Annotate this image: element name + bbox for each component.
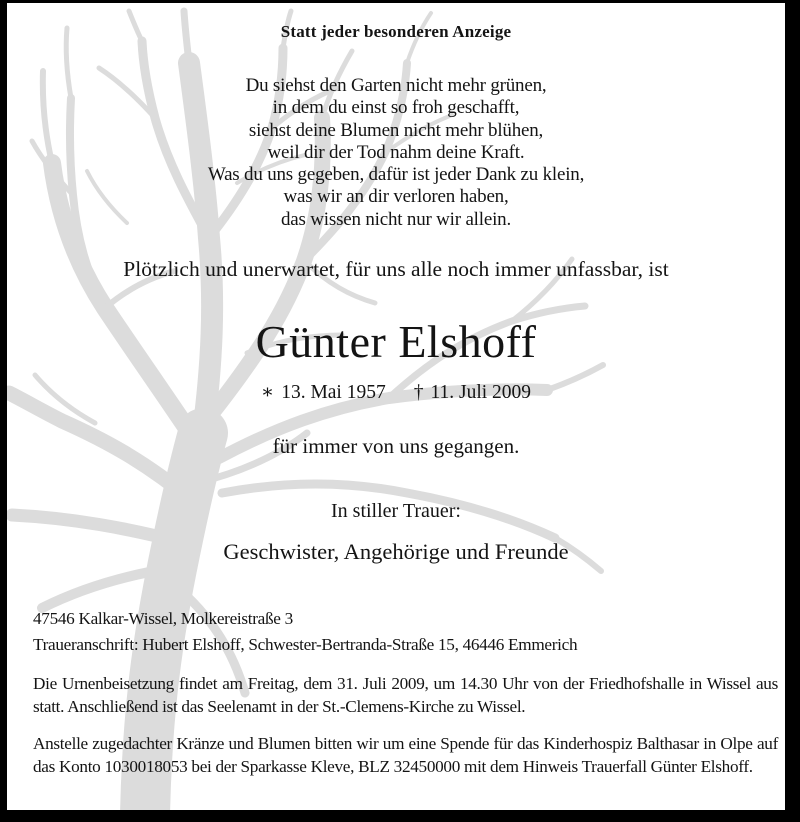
poem-line: in dem du einst so froh geschafft, (272, 97, 520, 119)
birth-star-icon: ∗ (260, 382, 275, 403)
mourning-title: In stiller Trauer: (331, 500, 461, 522)
death-date (414, 382, 531, 403)
poem-line: siehst deine Blumen nicht mehr blühen, (248, 119, 544, 141)
donation-paragraph: Anstelle zugedachter Kränze und Blumen bitten wir um eine Spende für das Kinderhospiz Balthasar in Olpe auf das Konto 1030018053 bei der Sparkasse Kleve, BLZ 32450000 mit dem Hinweis Trauerfall Günter Elshoff. (33, 734, 778, 776)
poem-line: was wir an dir verloren haben, (283, 186, 509, 208)
poem-line: weil dir der Tod nahm deine Kraft. (267, 141, 525, 163)
memorial-poem (7, 75, 785, 231)
death-date-text: 11. Juli 2009 (430, 382, 532, 403)
address-block (33, 606, 778, 657)
poem-line: das wissen nicht nur wir allein. (281, 208, 511, 230)
life-dates (7, 380, 785, 404)
deceased-name: Günter Elshoff (255, 316, 537, 367)
intro-line: Plötzlich und unerwartet, für uns alle noch immer unfassbar, ist (123, 257, 669, 281)
address-line-condolence: Traueranschrift: Hubert Elshoff, Schwester-Bertranda-Straße 15, 46446 Emmerich (33, 634, 578, 654)
mourners-line: Geschwister, Angehörige und Freunde (223, 539, 569, 564)
birth-date-text: 13. Mai 1957 (281, 382, 386, 403)
obituary-page (7, 3, 785, 810)
birth-date (261, 382, 386, 403)
address-line-residence: 47546 Kalkar-Wissel, Molkereistraße 3 (33, 609, 293, 628)
farewell-line: für immer von uns gegangen. (272, 434, 520, 458)
death-cross-icon: † (413, 382, 424, 403)
poem-line: Was du uns gegeben, dafür ist jeder Dank zu klein, (207, 164, 585, 186)
notice-header: Statt jeder besonderen Anzeige (280, 22, 512, 41)
poem-line: Du siehst den Garten nicht mehr grünen, (245, 75, 547, 96)
funeral-paragraph: Die Urnenbeisetzung findet am Freitag, dem 31. Juli 2009, um 14.30 Uhr von der Friedhofshalle in Wissel aus statt. Anschließend ist das Seelenamt in der St.-Clemens-Kirche zu Wissel. (33, 674, 778, 716)
